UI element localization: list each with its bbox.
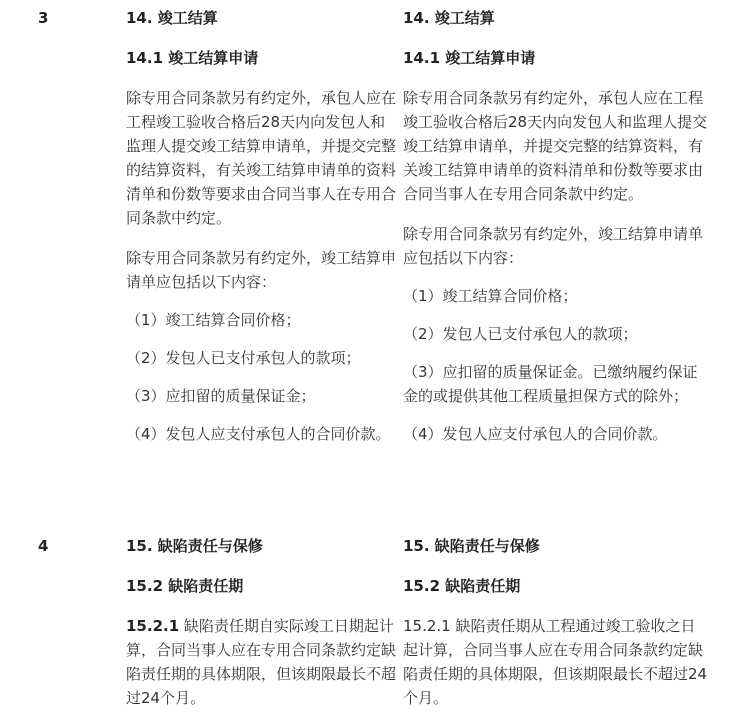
revised-clause-column	[403, 534, 708, 710]
list-item: （2）发包人已支付承包人的款项；	[403, 325, 638, 343]
original-clause-column	[126, 534, 400, 710]
original-clause-column	[126, 6, 400, 446]
list-item: （4）发包人应支付承包人的合同价款。	[403, 425, 668, 443]
paragraph: 除专用合同条款另有约定外，承包人应在工程竣工验收合格后28天内向发包人和监理人提交竣工结算申请单，并提交完整的结算资料，有关竣工结算申请单的资料清单和份数等要求由合同当事人在专用合同条款中约定。	[126, 89, 397, 227]
paragraph: 除专用合同条款另有约定外，竣工结算申请单应包括以下内容：	[403, 225, 704, 267]
list-item: （2）发包人已支付承包人的款项；	[126, 349, 361, 367]
subsection-heading: 15.2 缺陷责任期	[126, 577, 244, 595]
section-heading: 14. 竣工结算	[126, 9, 218, 27]
section-heading: 15. 缺陷责任与保修	[403, 537, 540, 555]
row-number: 4	[38, 537, 49, 555]
paragraph: 除专用合同条款另有约定外，竣工结算申请单应包括以下内容：	[126, 249, 397, 291]
paragraph: 除专用合同条款另有约定外，承包人应在工程竣工验收合格后28天内向发包人和监理人提交竣工结算申请单，并提交完整的结算资料，有关竣工结算申请单的资料清单和份数等要求由合同当事人在专用合同条款中约定。	[403, 89, 708, 203]
section-heading: 15. 缺陷责任与保修	[126, 537, 263, 555]
clause-paragraph	[126, 614, 400, 710]
list-item: （3）应扣留的质量保证金；	[126, 387, 316, 405]
row-number: 3	[38, 9, 49, 27]
clause-paragraph: 15.2.1 缺陷责任期从工程通过竣工验收之日起计算，合同当事人应在专用合同条款约定缺陷责任期的具体期限，但该期限最长不超过24个月。	[403, 617, 708, 707]
subsection-heading: 14.1 竣工结算申请	[126, 49, 259, 67]
subsection-heading: 14.1 竣工结算申请	[403, 49, 536, 67]
list-item: （3）应扣留的质量保证金。已缴纳履约保证金的或提供其他工程质量担保方式的除外；	[403, 363, 698, 405]
subsection-heading: 15.2 缺陷责任期	[403, 577, 521, 595]
list-item: （1）竣工结算合同价格；	[403, 287, 578, 305]
list-item: （1）竣工结算合同价格；	[126, 311, 301, 329]
section-heading: 14. 竣工结算	[403, 9, 495, 27]
revised-clause-column	[403, 6, 708, 446]
clause-text: 缺陷责任期自实际竣工日期起计算，合同当事人应在专用合同条款约定缺陷责任期的具体期限，但该期限最长不超过24个月。	[126, 617, 397, 707]
list-item: （4）发包人应支付承包人的合同价款。	[126, 425, 391, 443]
clause-number: 15.2.1	[126, 617, 180, 635]
